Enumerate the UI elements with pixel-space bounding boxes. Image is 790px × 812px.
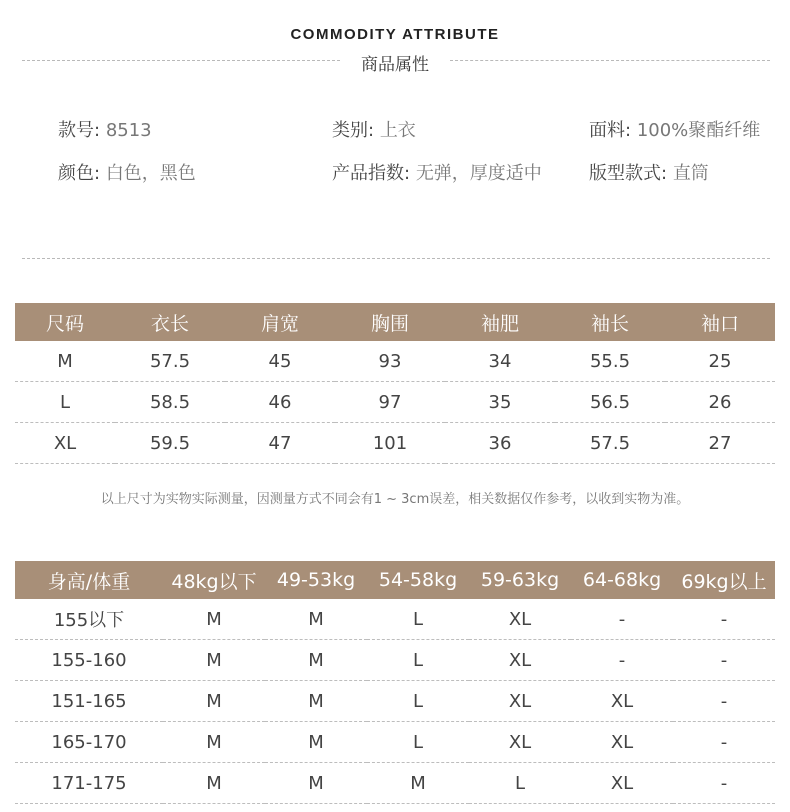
table-cell: M <box>163 681 265 722</box>
table-row <box>15 640 775 681</box>
header-cell: 54-58kg <box>367 561 469 599</box>
header-cell: 肩宽 <box>225 303 335 341</box>
table-cell: - <box>673 599 775 640</box>
divider-right <box>450 60 770 61</box>
table-cell: 34 <box>445 341 555 382</box>
table-cell: XL <box>469 640 571 681</box>
attr-label: 款号: <box>58 120 101 141</box>
header-cell: 衣长 <box>115 303 225 341</box>
size-table-header <box>15 303 775 341</box>
table-cell: M <box>163 763 265 804</box>
attr-value: 100%聚酯纤维 <box>636 120 761 141</box>
table-cell: XL <box>571 763 673 804</box>
table-cell: M <box>265 763 367 804</box>
table-cell: L <box>367 599 469 640</box>
table-cell: 97 <box>335 382 445 423</box>
table-cell: M <box>265 599 367 640</box>
table-cell: L <box>15 382 115 423</box>
table-cell: 26 <box>665 382 775 423</box>
fit-table-header <box>15 561 775 599</box>
table-cell: M <box>367 763 469 804</box>
header-cell: 袖长 <box>555 303 665 341</box>
table-cell: 36 <box>445 423 555 464</box>
table-cell: XL <box>571 722 673 763</box>
table-cell: XL <box>571 681 673 722</box>
table-cell: - <box>673 722 775 763</box>
table-cell: 57.5 <box>115 341 225 382</box>
table-cell: - <box>673 640 775 681</box>
attr-fit-style <box>589 159 709 185</box>
table-cell: L <box>469 763 571 804</box>
table-cell: - <box>571 599 673 640</box>
attr-label: 面料: <box>589 120 632 141</box>
table-cell: M <box>163 640 265 681</box>
table-row <box>15 681 775 722</box>
header-cell: 袖肥 <box>445 303 555 341</box>
header-cell: 69kg以上 <box>673 561 775 599</box>
table-row <box>15 382 775 423</box>
table-cell: 171-175 <box>15 763 163 804</box>
table-cell: XL <box>469 681 571 722</box>
attr-fabric <box>589 116 760 142</box>
attr-label: 颜色: <box>58 163 101 184</box>
attr-label: 类别: <box>332 120 375 141</box>
table-cell: M <box>265 681 367 722</box>
table-cell: 45 <box>225 341 335 382</box>
measurement-note: 以上尺寸为实物实际测量，因测量方式不同会有1 ~ 3cm误差，相关数据仅作参考，以收到实物为准。 <box>100 492 690 507</box>
table-cell: 47 <box>225 423 335 464</box>
header-cell: 48kg以下 <box>163 561 265 599</box>
table-cell: 93 <box>335 341 445 382</box>
table-cell: 35 <box>445 382 555 423</box>
header-cell: 尺码 <box>15 303 115 341</box>
header-cell: 59-63kg <box>469 561 571 599</box>
size-table <box>15 303 775 464</box>
table-cell: L <box>367 722 469 763</box>
table-cell: 55.5 <box>555 341 665 382</box>
table-cell: 57.5 <box>555 423 665 464</box>
table-cell: - <box>571 640 673 681</box>
attr-label: 版型款式: <box>589 163 668 184</box>
table-cell: XL <box>469 722 571 763</box>
table-cell: 27 <box>665 423 775 464</box>
table-cell: L <box>367 640 469 681</box>
header-cell: 64-68kg <box>571 561 673 599</box>
table-cell: L <box>367 681 469 722</box>
table-row <box>15 722 775 763</box>
table-cell: - <box>673 681 775 722</box>
table-cell: M <box>265 640 367 681</box>
table-cell: M <box>265 722 367 763</box>
header-cell: 49-53kg <box>265 561 367 599</box>
attr-label: 产品指数: <box>332 163 411 184</box>
table-cell: - <box>673 763 775 804</box>
header-cell: 袖口 <box>665 303 775 341</box>
table-cell: M <box>15 341 115 382</box>
table-cell: 155以下 <box>15 599 163 640</box>
table-cell: 59.5 <box>115 423 225 464</box>
title-english: COMMODITY ATTRIBUTE <box>290 26 500 43</box>
table-cell: 46 <box>225 382 335 423</box>
title-chinese: 商品属性 <box>361 55 429 75</box>
table-cell: 165-170 <box>15 722 163 763</box>
attr-value: 直筒 <box>672 163 709 184</box>
attr-value: 上衣 <box>379 120 416 141</box>
section-divider <box>22 258 770 259</box>
attr-style-no <box>58 116 152 142</box>
table-row <box>15 763 775 804</box>
table-cell: XL <box>469 599 571 640</box>
attr-category <box>332 116 416 142</box>
table-cell: 56.5 <box>555 382 665 423</box>
table-cell: 25 <box>665 341 775 382</box>
table-row <box>15 599 775 640</box>
header-cell: 胸围 <box>335 303 445 341</box>
fit-table <box>15 561 775 804</box>
table-row <box>15 423 775 464</box>
attr-value: 8513 <box>105 120 152 141</box>
attr-value: 无弹，厚度适中 <box>415 163 542 184</box>
table-cell: 151-165 <box>15 681 163 722</box>
table-cell: M <box>163 722 265 763</box>
attr-product-index <box>332 159 542 185</box>
table-cell: 101 <box>335 423 445 464</box>
attr-color <box>58 159 196 185</box>
table-row <box>15 341 775 382</box>
table-cell: XL <box>15 423 115 464</box>
table-cell: 58.5 <box>115 382 225 423</box>
header-cell: 身高/体重 <box>15 561 163 599</box>
table-cell: M <box>163 599 265 640</box>
table-cell: 155-160 <box>15 640 163 681</box>
attr-value: 白色，黑色 <box>105 163 196 184</box>
